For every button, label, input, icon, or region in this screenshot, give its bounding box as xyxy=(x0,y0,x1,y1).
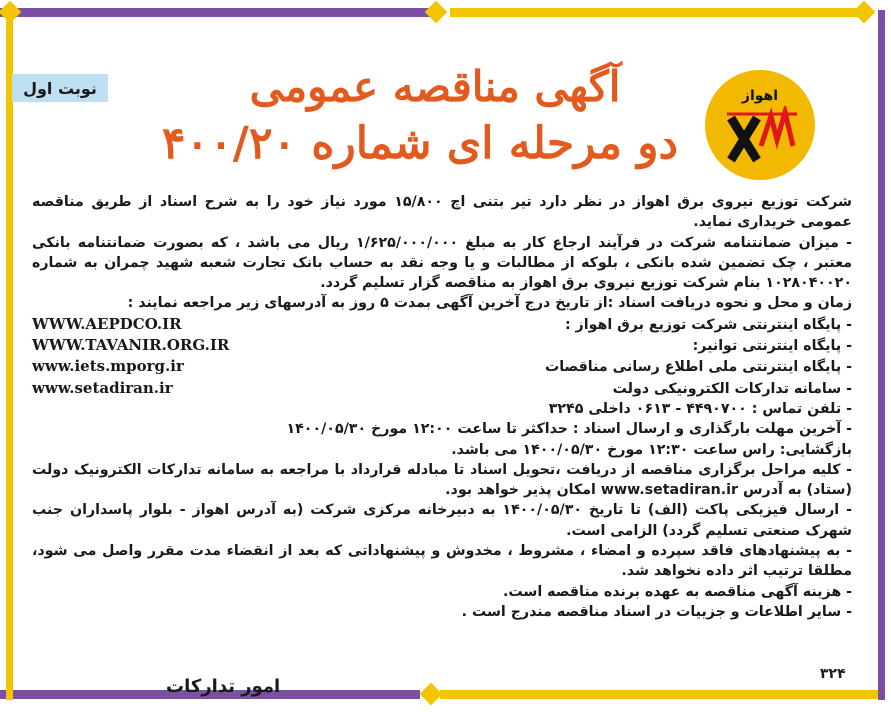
lightning-icon xyxy=(727,106,797,166)
address-link[interactable]: WWW.TAVANIR.ORG.IR xyxy=(32,336,230,355)
border-diamond xyxy=(0,1,21,24)
deadline-line: - آخرین مهلت بارگذاری و ارسال اسناد : حداکثر تا ساعت ۱۲:۰۰ مورخ ۱۴۰۰/۰۵/۳۰ xyxy=(286,421,852,438)
border-right xyxy=(878,10,885,700)
address-link[interactable]: WWW.AEPDCO.IR xyxy=(32,314,182,333)
intro-paragraph: شرکت توزیع نیروی برق اهواز در نظر دارد تیر بتنی اچ ۱۵/۸۰۰ مورد نیاز خود را به شرح اسناد از طریق مناقصه عمومی خریداری نماید. xyxy=(32,194,852,231)
documents-paragraph: زمان و محل و نحوه دریافت اسناد :از تاریخ درج آخرین آگهی بمدت ۵ روز به آدرسهای زیر مراجعه نمایند : xyxy=(127,295,852,312)
border-diamond xyxy=(420,683,443,706)
round-badge: نوبت اول xyxy=(12,74,108,102)
address-link[interactable]: www.iets.mporg.ir xyxy=(32,357,184,376)
address-row xyxy=(32,314,852,335)
rejection-paragraph: - به پیشنهادهای فاقد سپرده و امضاء ، مشروط ، مخدوش و پیشنهاداتی که بعد از انقضاء مدت مقرر واصل می شود، مطلقا ترتیب اثر داده نخواهد شد. xyxy=(32,543,852,580)
address-row xyxy=(32,356,852,377)
logo-name: اهواز xyxy=(741,88,779,104)
border-top-left xyxy=(0,8,430,17)
address-label: - پایگاه اینترنتی ملی اطلاع رسانی مناقصات xyxy=(544,359,852,376)
address-row xyxy=(32,335,852,356)
address-label: - سامانه تدارکات الکترونیکی دولت xyxy=(612,380,852,397)
ad-number: ۳۲۴ xyxy=(820,666,846,682)
procedure-paragraph: - کلیه مراحل برگزاری مناقصه از دریافت ،تحویل اسناد تا مبادله قرارداد با مراجعه به سامانه تدارکات الکترونیک دولت (ستاد) به آدرس www.setadiran.ir امکان پذیر خواهد بود. xyxy=(32,461,852,499)
cost-line: - هزینه آگهی مناقصه به عهده برنده مناقصه است. xyxy=(502,583,852,600)
border-top-right xyxy=(450,8,870,17)
border-diamond xyxy=(853,1,876,24)
envelope-paragraph: - ارسال فیزیکی پاکت (الف) تا تاریخ ۱۴۰۰/۰۵/۳۰ به دبیرخانه مرکزی شرکت (به آدرس اهواز - بلوار پاسداران جنب شهرک صنعتی تسلیم گردد) الزامی است. xyxy=(32,502,852,539)
address-label: - پایگاه اینترنتی توانیر: xyxy=(692,338,852,355)
ahvaz-electricity-logo-icon xyxy=(705,70,815,180)
announcement-title: آگهی مناقصه عمومی xyxy=(249,62,621,111)
address-link[interactable]: www.setadiran.ir xyxy=(32,378,173,397)
department-signature: امور تدارکات xyxy=(166,676,281,697)
border-bottom-right xyxy=(440,690,880,699)
phone-line: - تلفن تماس : ۴۴۹۰۷۰۰ - ۰۶۱۳ داخلی ۳۲۴۵ xyxy=(548,400,852,417)
opening-line: بازگشایی: راس ساعت ۱۲:۳۰ مورخ ۱۴۰۰/۰۵/۳۰ می باشد. xyxy=(451,441,852,458)
address-row xyxy=(32,378,852,399)
border-left xyxy=(6,10,13,700)
address-label: - پایگاه اینترنتی شرکت توزیع برق اهواز : xyxy=(564,316,852,333)
other-info-line: - سایر اطلاعات و جزییات در اسناد مناقصه مندرج است . xyxy=(461,603,852,620)
guarantee-paragraph: - میزان ضمانتنامه شرکت در فرآیند ارجاع کار به مبلغ ۱/۶۲۵/۰۰۰/۰۰۰ ریال می باشد ، که بصورت ضمانتنامه بانکی معتبر ، چک تضمین شده بانکی ، بلوکه از مطالبات و یا وجه نقد به حساب بانک تجارت شعبه شهید چمران به شماره ۱۰۲۸۰۴۰۰۲۰ بنام شرکت توزیع نیروی برق اهواز به مناقصه گزار تسلیم گردد. xyxy=(32,234,852,292)
border-diamond xyxy=(425,1,448,24)
announcement-body xyxy=(32,192,852,622)
tender-number-title: دو مرحله ای شماره ۴۰۰/۲۰ xyxy=(161,118,679,169)
